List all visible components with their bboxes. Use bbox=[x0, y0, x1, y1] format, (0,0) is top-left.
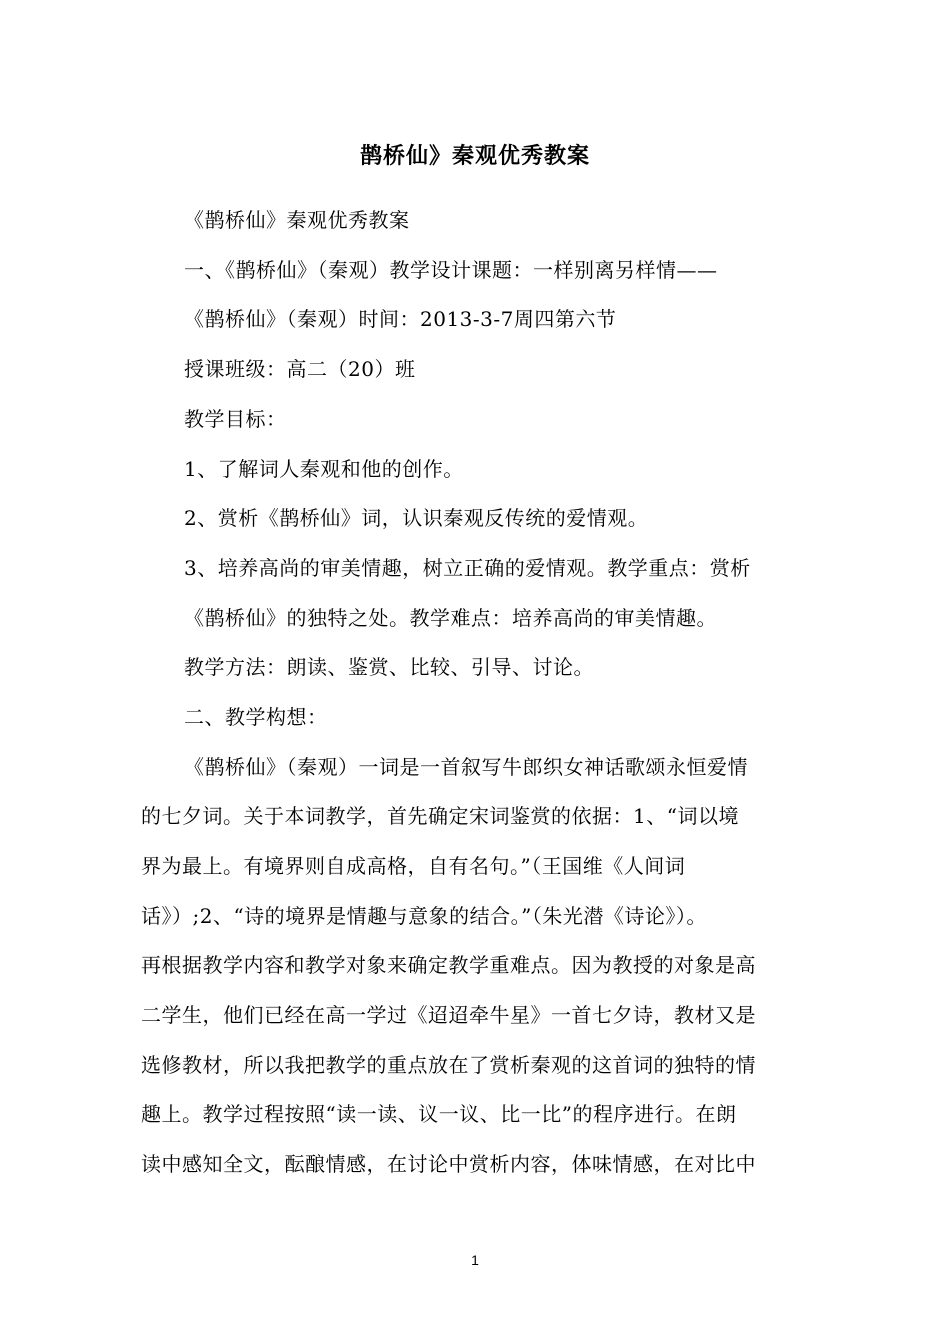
text-line: 1、了解词人秦观和他的创作。 bbox=[184, 457, 464, 481]
text-line: 授课班级：高二（20）班 bbox=[184, 357, 416, 381]
text-line: 《鹊桥仙》的独特之处。教学难点：培养高尚的审美情趣。 bbox=[184, 606, 717, 630]
text-line: 的七夕词。关于本词教学，首先确定宋词鉴赏的依据：1、“词以境 bbox=[141, 804, 739, 828]
text-line: 《鹊桥仙》秦观优秀教案 bbox=[184, 208, 410, 232]
text-line: 选修教材，所以我把教学的重点放在了赏析秦观的这首词的独特的情 bbox=[141, 1053, 756, 1077]
text-line: 3、培养高尚的审美情趣，树立正确的爱情观。教学重点：赏析 bbox=[184, 556, 751, 580]
text-line: 《鹊桥仙》（秦观）一词是一首叙写牛郎织女神话歌颂永恒爱情 bbox=[184, 755, 748, 779]
text-line: 话》）;2、“诗的境界是情趣与意象的结合。”（朱光潜《诗论》）。 bbox=[141, 904, 707, 928]
text-line: 教学方法：朗读、鉴赏、比较、引导、讨论。 bbox=[184, 655, 594, 679]
text-line: 教学目标： bbox=[184, 407, 287, 431]
text-line: 界为最上。有境界则自成高格，自有名句。”（王国维《人间词 bbox=[141, 854, 686, 878]
text-line: 二学生，他们已经在高一学过《迢迢牵牛星》一首七夕诗，教材又是 bbox=[141, 1003, 756, 1027]
text-line: 一、《鹊桥仙》（秦观）教学设计课题：一样别离另样情—— bbox=[184, 258, 718, 282]
page-number: 1 bbox=[471, 1252, 479, 1268]
text-line: 趣上。教学过程按照“读一读、议一议、比一比”的程序进行。在朗 bbox=[141, 1102, 737, 1126]
text-line: 《鹊桥仙》（秦观）时间：2013-3-7周四第六节 bbox=[184, 307, 617, 331]
page-title: 鹊桥仙》秦观优秀教案 bbox=[359, 144, 590, 169]
text-line: 2、赏析《鹊桥仙》词，认识秦观反传统的爱情观。 bbox=[184, 506, 649, 530]
text-line: 读中感知全文，酝酿情感，在讨论中赏析内容，体味情感，在对比中 bbox=[141, 1152, 756, 1176]
text-line: 再根据教学内容和教学对象来确定教学重难点。因为教授的对象是高 bbox=[141, 953, 756, 977]
text-line: 二、教学构想： bbox=[184, 705, 328, 729]
